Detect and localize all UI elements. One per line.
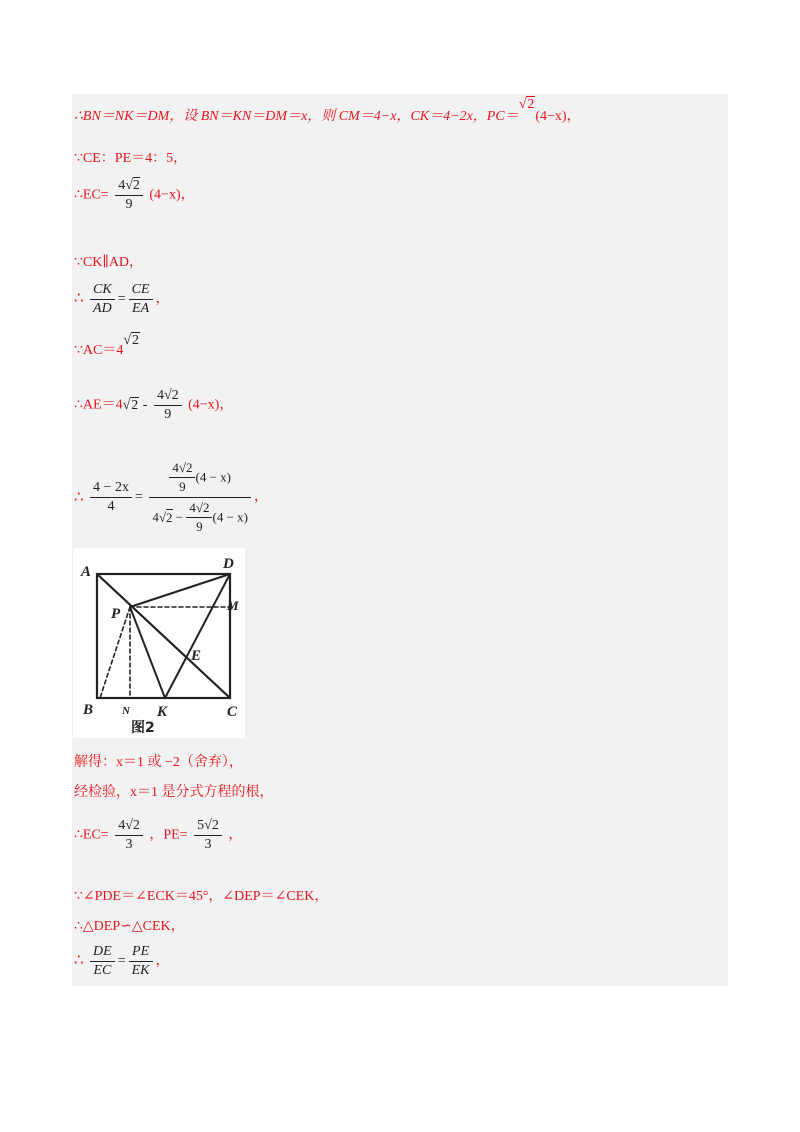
line-5: ∴ $\frac{CK}{AD}$ = $\frac{CE}{EA}$ ， xyxy=(74,282,170,316)
line-7-tail: (4−x)， xyxy=(188,397,234,413)
label-m: M xyxy=(227,598,239,613)
line-13: ∴△DEP∽△CEK， xyxy=(74,919,185,934)
line-3-tail: (4−x)， xyxy=(149,187,195,203)
line-12: ∵∠PDE＝∠ECK＝45°，∠DEP＝∠CEK， xyxy=(74,889,329,904)
label-c: C xyxy=(227,704,238,720)
line-11-text: ∴EC= xyxy=(74,827,109,843)
line-7: ∴AE＝4√2 - $\frac{4√2}{9}$ (4−x)， xyxy=(74,388,234,422)
line-10: 经检验，x＝1 是分式方程的根， xyxy=(74,785,274,800)
fraction-5sqrt2-over-3: $\frac{5√2}{3}$ xyxy=(194,818,222,853)
line-1-tail: (4−x)， xyxy=(535,109,581,124)
line-3 xyxy=(74,178,195,213)
fraction-4-minus-2x-over-4: $\frac{4 - 2x}{4}$ xyxy=(90,480,132,515)
label-k: K xyxy=(157,704,168,720)
sqrt-2-ae: √2 xyxy=(122,397,139,413)
line-11-mid: ，PE= xyxy=(149,827,188,843)
line-9: 解得：x＝1 或 −2（舍弃）， xyxy=(74,755,243,770)
fraction-4sqrt2-over-9-ae: $\frac{4√2}{9}$ xyxy=(154,388,182,423)
line-6-text: ∵AC＝4 xyxy=(74,343,124,358)
fraction-ce-ea: $\frac{CE}{EA}$ xyxy=(129,282,153,317)
fraction-de-ec: $\frac{DE}{EC}$ xyxy=(90,944,115,979)
label-e: E xyxy=(191,648,202,664)
label-b: B xyxy=(83,702,94,718)
line-3-text: ∴EC= xyxy=(74,187,109,203)
fraction-4sqrt2-over-3: $\frac{4√2}{3}$ xyxy=(115,818,143,853)
geometry-figure xyxy=(73,548,245,738)
figure-caption: 图2 xyxy=(131,720,155,736)
line-8: ∴ $\frac{4 - 2x}{4}$ = $\frac{4√2}{9}$ (4 − x) 4√2 − $\frac{4√2}{9}$ (4 − x) ， xyxy=(74,460,268,534)
line-7-text: ∴AE＝4 xyxy=(74,397,123,413)
label-p: P xyxy=(111,606,121,622)
fraction-complex: $\frac{4√2}{9}$ (4 − x) 4√2 − $\frac{4√2}{9}$ (4 − x) xyxy=(149,460,251,535)
fraction-ck-ad: $\frac{CK}{AD}$ xyxy=(90,282,115,317)
label-a: A xyxy=(81,564,92,580)
sqrt-2-pc: √2 xyxy=(518,97,535,112)
line-2: ∵CE：PE＝4：5， xyxy=(74,151,188,166)
line-1-text: ∴BN＝NK＝DM，设 BN＝KN＝DM＝x，则 CM＝4−x，CK＝4−2x，PC＝ xyxy=(74,109,519,124)
square-diagram xyxy=(73,548,245,738)
line-4: ∵CK∥AD， xyxy=(74,255,144,270)
fraction-4sqrt2-over-9: $\frac{4√2}{9}$ xyxy=(115,178,143,213)
label-n: N xyxy=(122,705,130,717)
line-1 xyxy=(74,97,581,126)
sqrt-2-ac: √2 xyxy=(123,333,140,348)
label-d: D xyxy=(223,556,234,572)
diagonal-ac xyxy=(97,574,230,698)
line-6 xyxy=(74,333,140,360)
line-11: ∴EC= $\frac{4√2}{3}$ ，PE= $\frac{5√2}{3}$ ， xyxy=(74,818,243,852)
fraction-pe-ek: $\frac{PE}{EK}$ xyxy=(129,944,153,979)
line-14: ∴ $\frac{DE}{EC}$ = $\frac{PE}{EK}$ ， xyxy=(74,944,170,978)
